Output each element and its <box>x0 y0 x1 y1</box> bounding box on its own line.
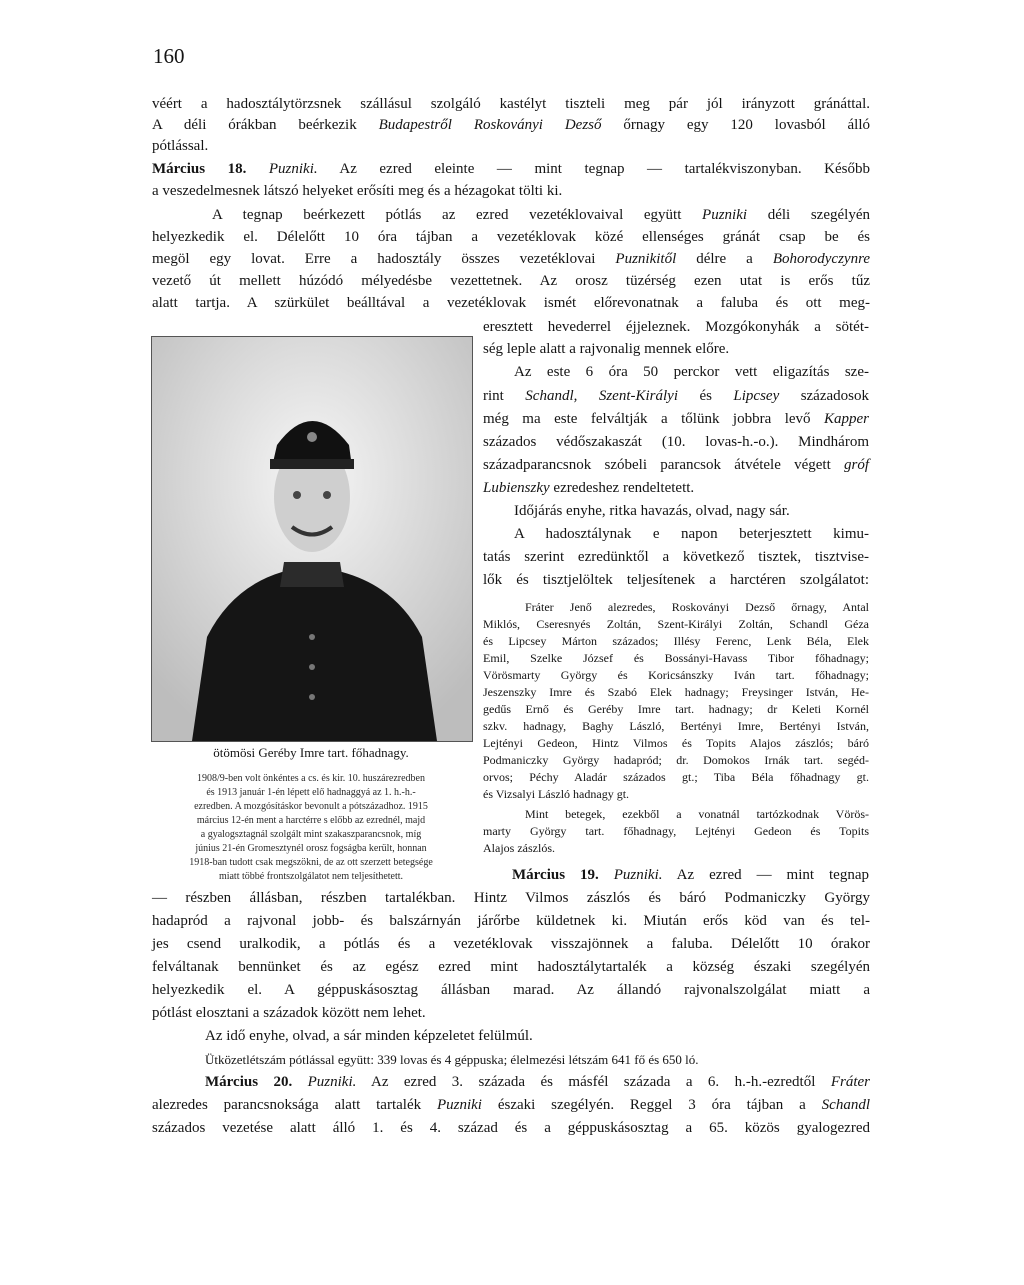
text-line: eresztett hevederrel éjjeleznek. Mozgókonyhák a sötét- <box>483 319 869 335</box>
place-name: Puzniki. <box>307 1074 357 1090</box>
text-line: százados védőszakaszát (10. lovas-h.-o.). Mindhárom <box>483 434 869 450</box>
officer-list-line: és Vizsalyi László hadnagy gt. <box>483 787 630 801</box>
officer-list-line: orvos; Péchy Aladár százados gt.; Tiba Béla főhadnagy gt. <box>483 770 869 784</box>
photo-caption-line: és 1913 január 1-én lépett elő hadnaggyá az 1. h.-h.- <box>206 787 416 798</box>
text-line <box>483 411 869 428</box>
text-line: jes csend uralkodik, a pótlás és a vezetéklovak visszajönnek a faluba. Délelőtt 10 órakor <box>152 936 870 952</box>
person-name: Lipcsey <box>733 388 780 404</box>
photo-caption-line: ezredben. A mozgósításkor bevonult a pótszázadhoz. 1915 <box>194 801 428 812</box>
text-span: déli szegélyén <box>767 207 870 223</box>
officer-list-line: gedűs Ernő és Geréby Imre tart. hadnagy; dr Keleti Kornél <box>483 702 869 716</box>
text-line <box>212 207 870 224</box>
text-line: pótlással. <box>152 138 209 154</box>
text-line: Az este 6 óra 50 perckor vett eligazítás sze- <box>514 364 869 380</box>
place-name: Puzniki <box>436 1097 482 1113</box>
text-line: pótlást elosztani a századok között nem lehet. <box>152 1005 426 1021</box>
text-line <box>483 457 869 474</box>
place-name: Puzniki. <box>613 867 663 883</box>
text-span: A tegnap beérkezett pótlás az ezred vezetéklovaival együtt <box>212 207 682 223</box>
place-name: Puznikitől <box>615 251 677 267</box>
text-line: felváltanak bennünket és az egész ezred mint hadosztálytartalék a község északi szegélyén <box>152 959 870 975</box>
photo-caption-line: a gyalogsztagnál szolgált mint szakaszparancsnok, míg <box>200 829 422 840</box>
text-line <box>152 1097 870 1114</box>
photo-caption-title: ötömösi Geréby Imre tart. főhadnagy. <box>213 745 409 760</box>
page-number: 160 <box>153 44 185 68</box>
photo-caption-line: 1908/9-ben volt önkéntes a cs. és kir. 10. huszárezredben <box>197 773 425 784</box>
strength-line: Ütközetlétszám pótlással együtt: 339 lovas és 4 géppuska; élelmezési létszám 641 fő és 650 ló. <box>205 1052 699 1067</box>
officer-list-line: Emil, Szelke József és Bossányi-Havass Tibor főhadnagy; <box>483 651 869 665</box>
text-span: Az ezred eleinte — mint tegnap — tartalékviszonyban. Később <box>339 161 870 177</box>
text-line <box>152 251 870 268</box>
officer-list-line: Alajos zászlós. <box>483 841 555 855</box>
date-heading: Március 18. <box>152 161 247 177</box>
text-line: lők és tisztjelöltek teljesítenek a harctéren szolgálatot: <box>483 572 869 588</box>
date-heading: Március 19. <box>512 867 599 883</box>
text-line: vezető út mellett húzódó mélyedésbe vezettetnek. Az orosz tüzérség ezen utat is erős tűz <box>152 273 870 289</box>
text-line: százados vezetése alatt álló 1. és 4. század és a géppuskásosztag a 65. közös gyalogezred <box>152 1120 870 1136</box>
officer-list-line: és Lipcsey Márton százados; Illésy Ferenc, Lenk Béla, Elek <box>483 634 869 648</box>
officer-list-line: Podmaniczky György hadapród; dr. Domokos Irnák tart. segéd- <box>483 753 869 767</box>
person-name: gróf <box>844 457 870 473</box>
portrait-photo <box>151 336 473 742</box>
date-heading: Március 20. <box>205 1074 293 1090</box>
place-name: Puzniki <box>702 207 748 223</box>
text-line: Időjárás enyhe, ritka havazás, olvad, nagy sár. <box>514 503 790 519</box>
text-line: alatt tartja. A szürkület beálltával a vezetéklovak ismét előrevonatnak a faluba és ott meg- <box>152 295 870 311</box>
person-name: Lubienszky <box>483 480 550 496</box>
text-span: északi szegélyén. Reggel 3 óra tájban a <box>497 1097 806 1113</box>
person-name: Budapestről Roskoványi Dezső <box>378 117 602 133</box>
text-line: Az idő enyhe, olvad, a sár minden képzeletet felülmúl. <box>205 1028 533 1044</box>
place-name: Puzniki. <box>268 161 318 177</box>
person-name: Schandl, Szent-Királyi <box>525 388 678 404</box>
text-line: a veszedelmesnek látszó helyeket erősíti meg és a hézagokat tölti ki. <box>152 183 563 199</box>
text-line: hadapród a rajvonal jobb- és balszárnyán járőrbe küldetnek ki. Miután erős köd van és tel- <box>152 913 870 929</box>
text-span: rint <box>483 388 504 404</box>
text-span: Az ezred 3. százada és másfél százada a 6. h.-h.-ezredtől <box>370 1074 816 1090</box>
person-name: Fráter <box>830 1074 870 1090</box>
text-line <box>512 867 869 884</box>
text-line <box>483 480 869 497</box>
text-line: tatás szerint ezredünktől a következő tisztek, tisztvise- <box>483 549 869 565</box>
officer-list-line: szkv. hadnagy, Baghy László, Bertényi Imre, Bertényi István, <box>483 719 869 733</box>
text-span: őrnagy egy 120 lovasból álló <box>623 117 871 133</box>
text-span: délre a <box>696 251 753 267</box>
text-span: alezredes parancsnoksága alatt tartalék <box>152 1097 422 1113</box>
text-span: ezredeshez rendeltetett. <box>553 480 695 496</box>
text-line: helyezkedik el. Délelőtt 10 óra tájban a vezetéklovak közé ellenséges gránát csap be és <box>152 229 870 245</box>
text-line <box>152 161 870 178</box>
text-span: A déli órákban beérkezik <box>152 117 357 133</box>
text-line: A hadosztálynak e napon beterjesztett kimu- <box>514 526 869 542</box>
text-span: megöl egy lovat. Erre a hadosztály összes vezetéklovai <box>152 251 596 267</box>
text-span: századparancsnok szóbeli parancsok átvétele végett <box>483 457 831 473</box>
text-span: és <box>699 388 712 404</box>
text-span: századosok <box>800 388 869 404</box>
officer-list-line: Vörösmarty György és Koricsánszky Iván tart. főhadnagy; <box>483 668 869 682</box>
place-name: Bohorodyczynre <box>772 251 871 267</box>
photo-caption-line: március 12-én ment a harctérre s előbb az ezrednél, majd <box>196 815 426 826</box>
officer-list-line: Miklós, Cseresnyés Zoltán, Szent-Királyi Zoltán, Schandl Géza <box>483 617 869 631</box>
person-name: Kapper <box>824 411 869 427</box>
text-line: véért a hadosztálytörzsnek szállásul szolgáló kastélyt tiszteli meg pár jól irányzott gránáttal. <box>152 96 870 112</box>
text-span: még ma este felváltják a tőlünk jobbra levő <box>483 411 811 427</box>
text-line <box>205 1074 870 1091</box>
text-line: — részben állásban, részben tartalékban. Hintz Vilmos zászlós és báró Podmaniczky György <box>152 890 870 906</box>
person-name: Schandl <box>821 1097 870 1113</box>
text-line: ség leple alatt a rajvonalig mennek előre. <box>483 341 730 357</box>
photo-caption-line: június 21-én Gromesztynél orosz fogságba került, honnan <box>195 843 427 854</box>
officer-list-line: Jeszenszky Imre és Szabó Elek hadnagy; Freysinger István, He- <box>483 685 869 699</box>
text-line <box>152 117 870 134</box>
officer-list-line: Fráter Jenő alezredes, Roskoványi Dezső őrnagy, Antal <box>525 600 869 614</box>
photo-caption-line: miatt többé frontszolgálatot nem teljesíthetett. <box>218 871 404 882</box>
officer-list-line: Mint betegek, ezekből a vonatnál tartózkodnak Vörös- <box>525 807 869 821</box>
text-span: Az ezred — mint tegnap <box>676 867 869 883</box>
officer-list-line: marty György tart. főhadnagy, Lejtényi Gedeon és Topits <box>483 824 869 838</box>
photo-caption-line: 1918-ban tudott csak megszökni, de az ott szerzett betegsége <box>189 857 433 868</box>
officer-list-line: Lejtényi Gedeon, Hintz Vilmos és Topits Alajos zászlós; báró <box>483 736 869 750</box>
text-line <box>483 388 869 405</box>
text-line: helyezkedik el. A géppuskásosztag állásban marad. Az állandó rajvonalszolgálat miatt a <box>152 982 870 998</box>
portrait-illustration <box>152 337 472 741</box>
